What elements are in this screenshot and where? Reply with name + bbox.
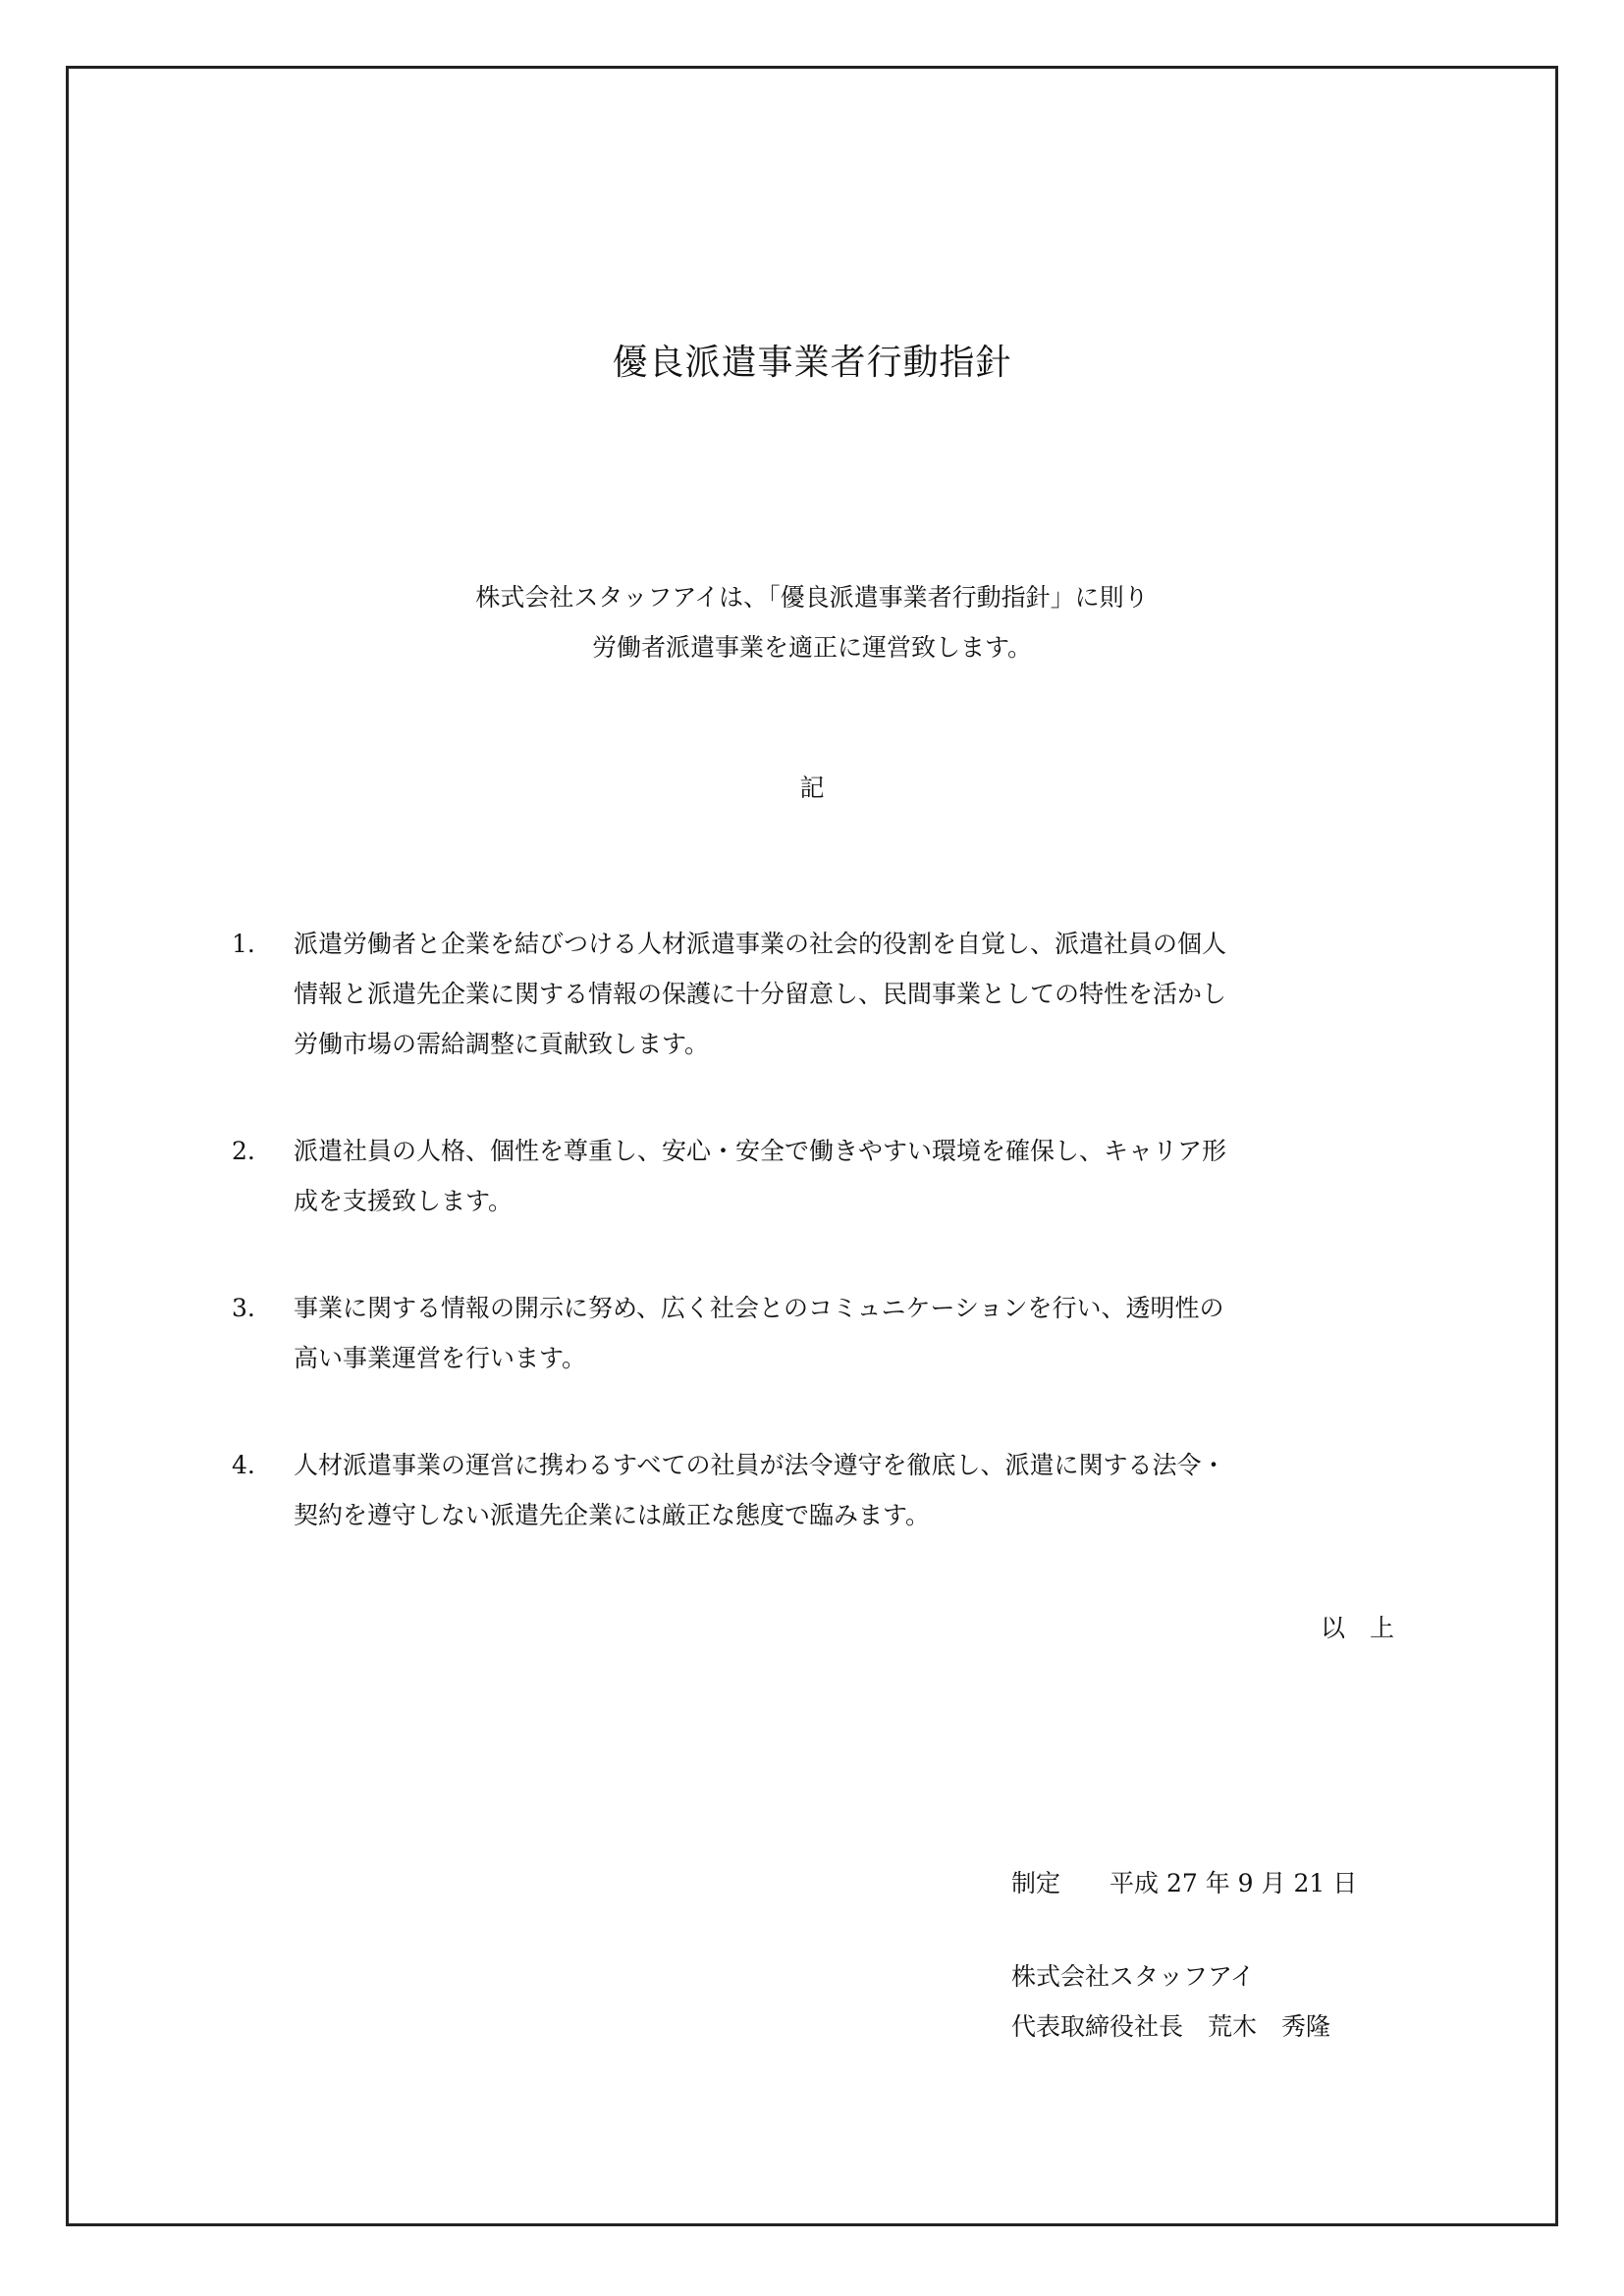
item-text: 人材派遣事業の運営に携わるすべての社員が法令遵守を徹底し、派遣に関する法令・ 契約を遵守しない派遣先企業には厳正な態度で臨みます。 bbox=[294, 1451, 1226, 1529]
enactment-date: 制定 平成 27 年 9 月 21 日 bbox=[1011, 1869, 1358, 1897]
guideline-list bbox=[232, 919, 1400, 1597]
item-text: 派遣社員の人格、個性を尊重し、安心・安全で働きやすい環境を確保し、キャリア形 成を支援致します。 bbox=[294, 1137, 1227, 1215]
signatory: 代表取締役社長 荒木 秀隆 bbox=[1011, 2012, 1331, 2041]
guideline-item bbox=[232, 1440, 1400, 1540]
intro-line: 労働者派遣事業を適正に運営致します。 bbox=[591, 633, 1032, 662]
guideline-item bbox=[232, 1126, 1400, 1226]
intro-line: 株式会社スタッフアイは、「優良派遣事業者行動指針」に則り bbox=[475, 583, 1149, 612]
signature-block bbox=[1011, 1858, 1357, 2052]
document-title: 優良派遣事業者行動指針 bbox=[612, 343, 1012, 383]
guideline-item bbox=[232, 1283, 1400, 1383]
ki-heading: 記 bbox=[799, 774, 825, 802]
item-number: 3. bbox=[232, 1294, 255, 1322]
intro-paragraph bbox=[0, 572, 1624, 672]
guideline-item bbox=[232, 919, 1400, 1069]
company-name: 株式会社スタッフアイ bbox=[1011, 1962, 1255, 1991]
item-text: 事業に関する情報の開示に努め、広く社会とのコミュニケーションを行い、透明性の 高い事業運営を行います。 bbox=[294, 1294, 1224, 1372]
item-number: 4. bbox=[232, 1451, 255, 1479]
item-number: 2. bbox=[232, 1137, 255, 1165]
item-text: 派遣労働者と企業を結びつける人材派遣事業の社会的役割を自覚し、派遣社員の個人 情報と派遣先企業に関する情報の保護に十分留意し、民間事業としての特性を活かし 労働市場の需給調整に貢献致します。 bbox=[294, 930, 1227, 1058]
item-number: 1. bbox=[232, 930, 255, 958]
closing-mark: 以 上 bbox=[1320, 1614, 1394, 1642]
